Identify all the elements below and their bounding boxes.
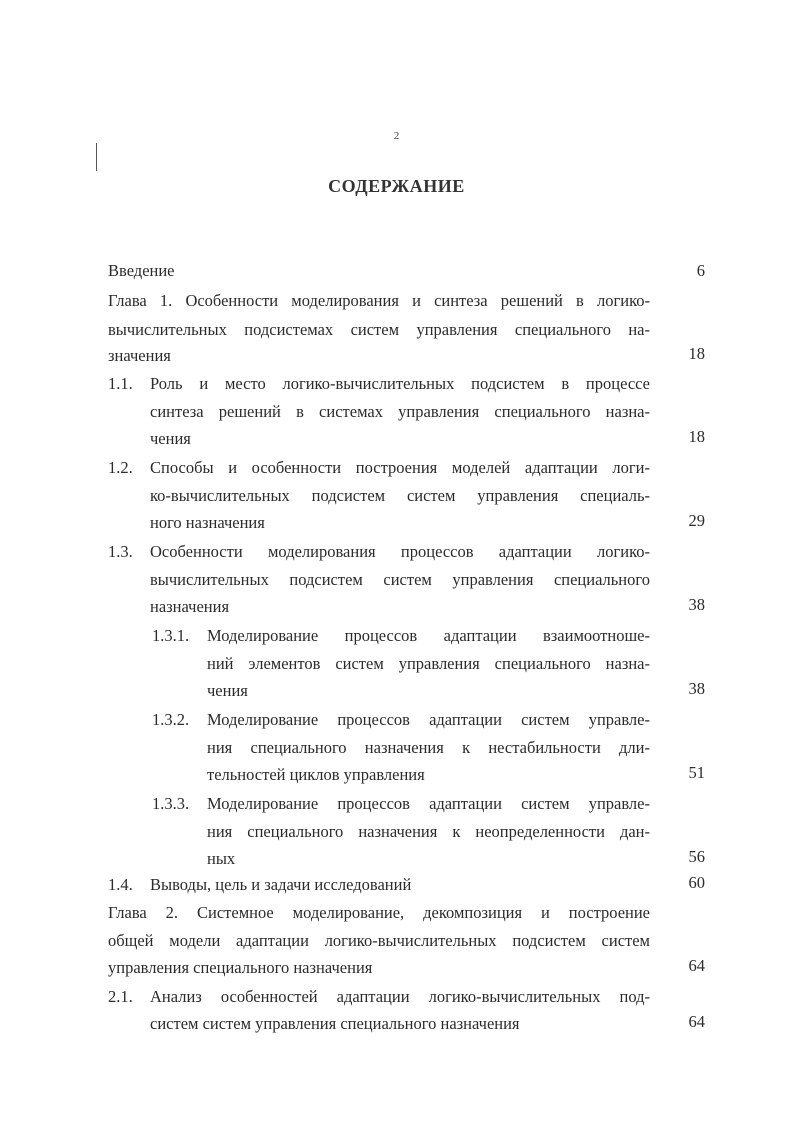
- toc-entry-1-3-1-line1: Моделирование процессов адаптации взаимоотноше-: [207, 626, 650, 645]
- toc-entry-1-1-line2: синтеза решений в системах управления специального назна-: [150, 402, 650, 421]
- toc-entry-1-4-number: 1.4.: [108, 875, 133, 894]
- toc-entry-1-4-line1: Выводы, цель и задачи исследований: [150, 875, 412, 894]
- toc-entry-1-3-3-number: 1.3.3.: [152, 794, 190, 813]
- toc-entry-1-4-page: 60: [688, 873, 705, 892]
- toc-entry-chapter2-line1: Глава 2. Системное моделирование, декомпозиция и построение: [108, 903, 650, 922]
- page-title: СОДЕРЖАНИЕ: [328, 176, 465, 196]
- toc-entry-2-1-line1: Анализ особенностей адаптации логико-вычислительных под-: [150, 987, 650, 1006]
- toc-entry-1-3-3-line1: Моделирование процессов адаптации систем управле-: [207, 794, 650, 813]
- toc-entry-1-2-page: 29: [688, 511, 705, 530]
- toc-entry-2-1-number: 2.1.: [108, 987, 133, 1006]
- toc-entry-1-3-1-page: 38: [688, 679, 705, 698]
- toc-entry-1-3-2-line1: Моделирование процессов адаптации систем управле-: [207, 710, 650, 729]
- toc-entry-1-3-line3: назначения: [150, 597, 230, 616]
- toc-entry-1-3-2-number: 1.3.2.: [152, 710, 190, 729]
- toc-entry-1-3-line2: вычислительных подсистем систем управления специального: [150, 570, 650, 589]
- toc-entry-1-1-page: 18: [688, 427, 705, 446]
- toc-entry-chapter1-line2: вычислительных подсистемах систем управления специального на-: [108, 320, 650, 339]
- toc-entry-chapter1-line1: Глава 1. Особенности моделирования и синтеза решений в логико-: [108, 291, 650, 310]
- toc-entry-1-2-line3: ного назначения: [150, 513, 265, 532]
- toc-entry-2-1-line2: систем систем управления специального назначения: [150, 1014, 520, 1033]
- toc-entry-1-1-line1: Роль и место логико-вычислительных подсистем в процессе: [150, 374, 650, 393]
- toc-entry-1-3-line1: Особенности моделирования процессов адаптации логико-: [150, 542, 650, 561]
- toc-entry-1-2-number: 1.2.: [108, 458, 133, 477]
- toc-entry-1-3-1-line3: чения: [207, 681, 248, 700]
- toc-entry-1-3-1-line2: ний элементов систем управления специального назна-: [207, 654, 650, 673]
- toc-entry-1-1-line3: чения: [150, 429, 191, 448]
- toc-entry-intro-page: 6: [696, 261, 705, 280]
- toc-entry-1-3-number: 1.3.: [108, 542, 133, 561]
- toc-entry-1-2-line2: ко-вычислительных подсистем систем управления специаль-: [150, 486, 650, 505]
- toc-entry-intro-text: Введение: [108, 261, 175, 280]
- toc-entry-1-2-line1: Способы и особенности построения моделей адаптации логи-: [150, 458, 650, 477]
- toc-entry-1-3-3-page: 56: [688, 847, 705, 866]
- toc-entry-chapter1-page: 18: [688, 344, 705, 363]
- toc-entry-chapter1-line3: значения: [108, 346, 171, 365]
- toc-entry-chapter2-line3: управления специального назначения: [108, 958, 373, 977]
- toc-entry-1-3-2-page: 51: [688, 763, 705, 782]
- toc-entry-1-3-page: 38: [688, 595, 705, 614]
- toc-entry-1-3-2-line3: тельностей циклов управления: [207, 765, 425, 784]
- toc-entry-1-3-1-number: 1.3.1.: [152, 626, 190, 645]
- toc-entry-1-3-2-line2: ния специального назначения к нестабильности дли-: [207, 738, 650, 757]
- toc-entry-2-1-page: 64: [688, 1012, 705, 1031]
- toc-entry-chapter2-page: 64: [688, 956, 705, 975]
- page-number: 2: [393, 130, 400, 142]
- toc-entry-chapter2-line2: общей модели адаптации логико-вычислительных подсистем систем: [108, 931, 650, 950]
- toc-entry-1-3-3-line3: ных: [207, 849, 236, 868]
- toc-entry-1-3-3-line2: ния специального назначения к неопределенности дан-: [207, 822, 650, 841]
- toc-entry-1-1-number: 1.1.: [108, 374, 133, 393]
